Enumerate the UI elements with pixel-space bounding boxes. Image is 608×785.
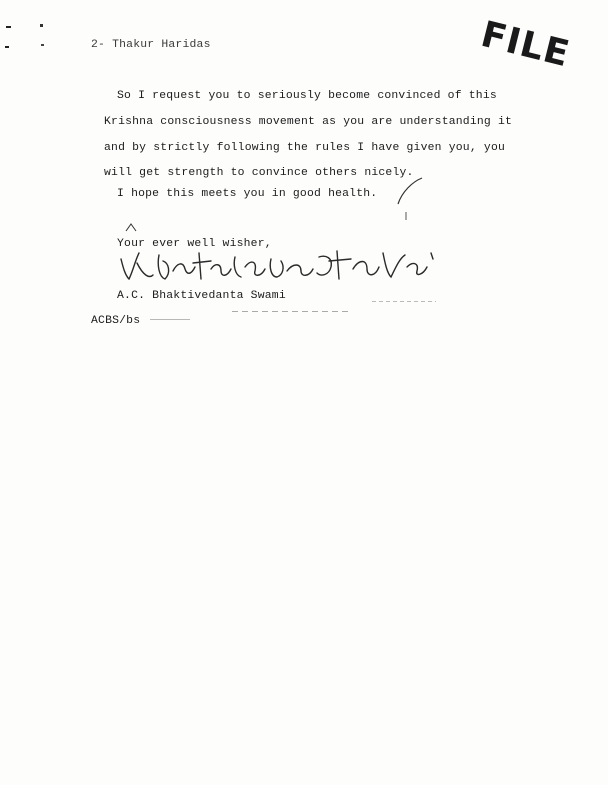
body-line-3: and by strictly following the rules I have given you, you — [104, 142, 506, 154]
file-stamp — [472, 8, 574, 76]
hope-line: I hope this meets you in good health. — [117, 188, 378, 200]
signatory-name: A.C. Bhaktivedanta Swami — [117, 290, 286, 302]
body-line-1: So I request you to seriously become convinced of this — [117, 90, 497, 102]
page-header: 2- Thakur Haridas — [91, 39, 211, 51]
signature-icon — [115, 245, 445, 287]
body-line-2: Krishna consciousness movement as you are understanding it — [104, 116, 513, 128]
file-stamp-text: FILE — [476, 14, 574, 76]
tick-mark-icon — [392, 174, 426, 222]
closing-line: Your ever well wisher, — [117, 238, 272, 250]
body-line-4: will get strength to convince others nicely. — [104, 167, 414, 179]
scan-artifact — [372, 301, 436, 302]
scan-artifact — [232, 311, 352, 312]
scan-artifact — [150, 319, 190, 320]
reference-initials: ACBS/bs — [91, 315, 141, 327]
caret-mark-icon — [124, 222, 138, 232]
punch-mark-icon — [4, 22, 48, 62]
